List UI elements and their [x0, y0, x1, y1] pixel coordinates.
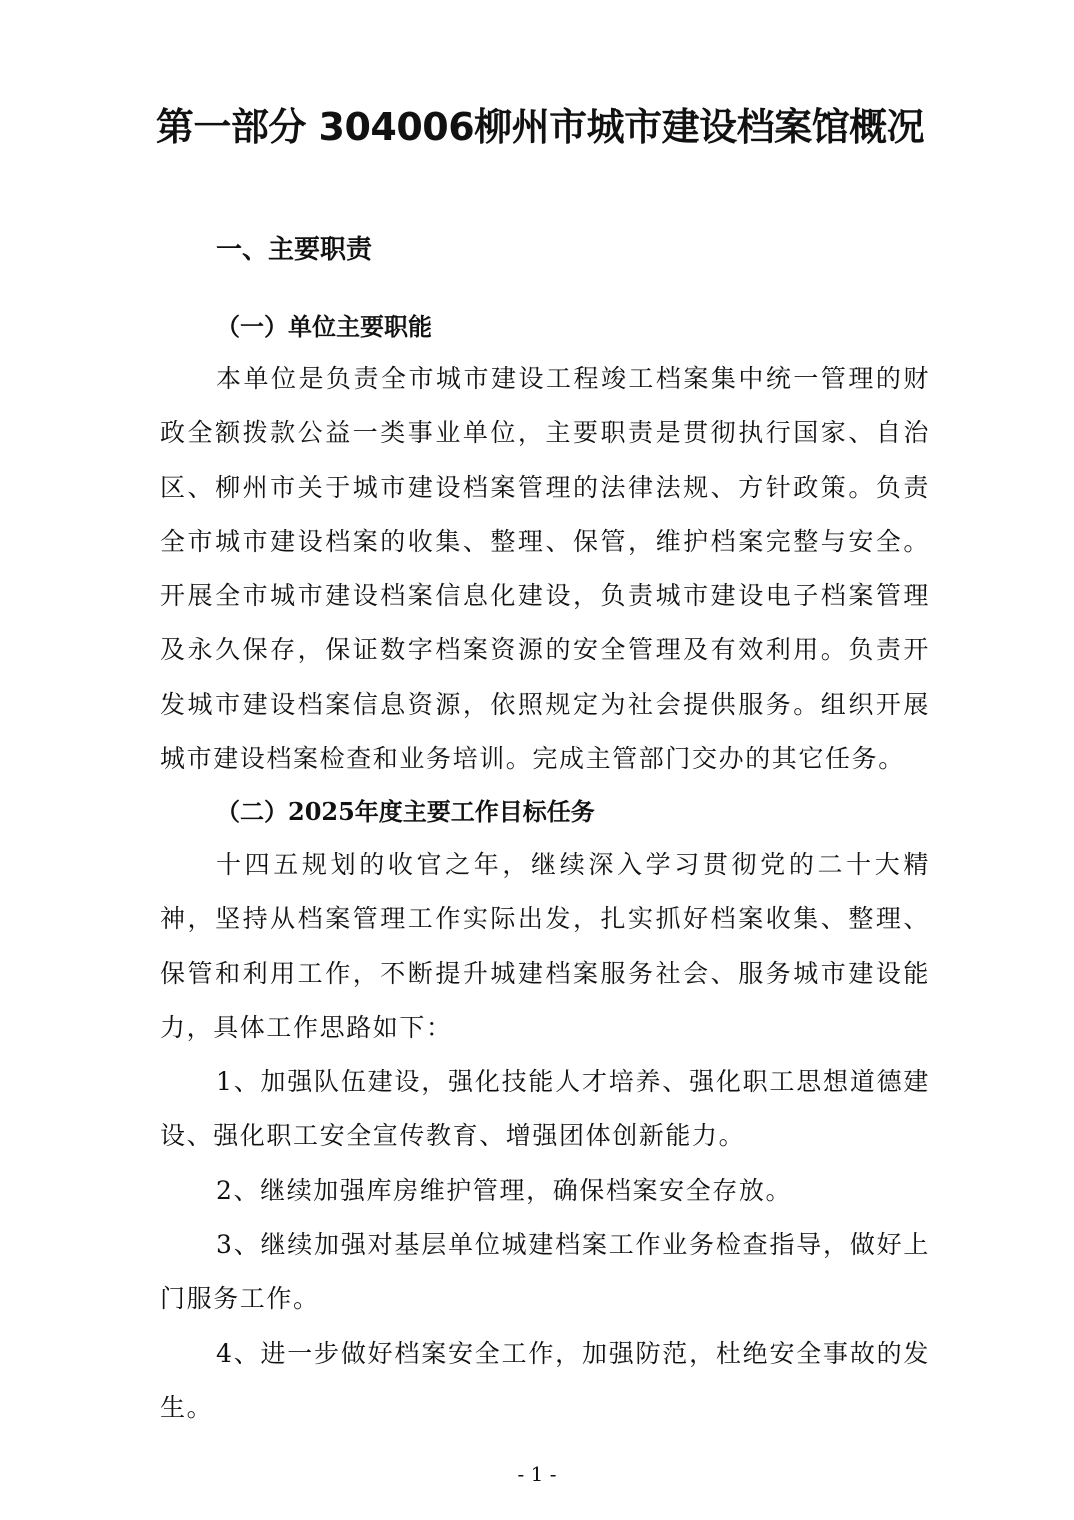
paragraph-annual-tasks-intro: 十四五规划的收官之年，继续深入学习贯彻党的二十大精神，坚持从档案管理工作实际出发，扎实抓好档案收集、整理、保管和利用工作，不断提升城建档案服务社会、服务城市建设能力，具体工作思路如下：	[160, 850, 930, 1042]
task-item-1: 1、加强队伍建设，强化技能人才培养、强化职工思想道德建设、强化职工安全宣传教育、增强团体创新能力。	[160, 1067, 930, 1151]
task-item-2: 2、继续加强库房维护管理，确保档案安全存放。	[216, 1176, 793, 1205]
subsection-heading-annual-tasks: （二）2025年度主要工作目标任务	[216, 797, 595, 826]
section-heading-main-duties: 一、主要职责	[216, 235, 373, 265]
task-item-4: 4、进一步做好档案安全工作，加强防范，杜绝安全事故的发生。	[160, 1339, 930, 1423]
task-item-3: 3、继续加强对基层单位城建档案工作业务检查指导，做好上门服务工作。	[160, 1230, 930, 1314]
page-number: - 1 -	[517, 1462, 557, 1486]
paragraph-main-functions: 本单位是负责全市城市建设工程竣工档案集中统一管理的财政全额拨款公益一类事业单位，主要职责是贯彻执行国家、自治区、柳州市关于城市建设档案管理的法律法规、方针政策。负责全市城市建设档案的收集、整理、保管，维护档案完整与安全。开展全市城市建设档案信息化建设，负责城市建设电子档案管理及永久保存，保证数字档案资源的安全管理及有效利用。负责开发城市建设档案信息资源，依照规定为社会提供服务。组织开展城市建设档案检查和业务培训。完成主管部门交办的其它任务。	[160, 364, 930, 774]
subsection-heading-main-functions: （一）单位主要职能	[216, 312, 432, 341]
document-title: 第一部分 304006柳州市城市建设档案馆概况	[155, 105, 925, 149]
